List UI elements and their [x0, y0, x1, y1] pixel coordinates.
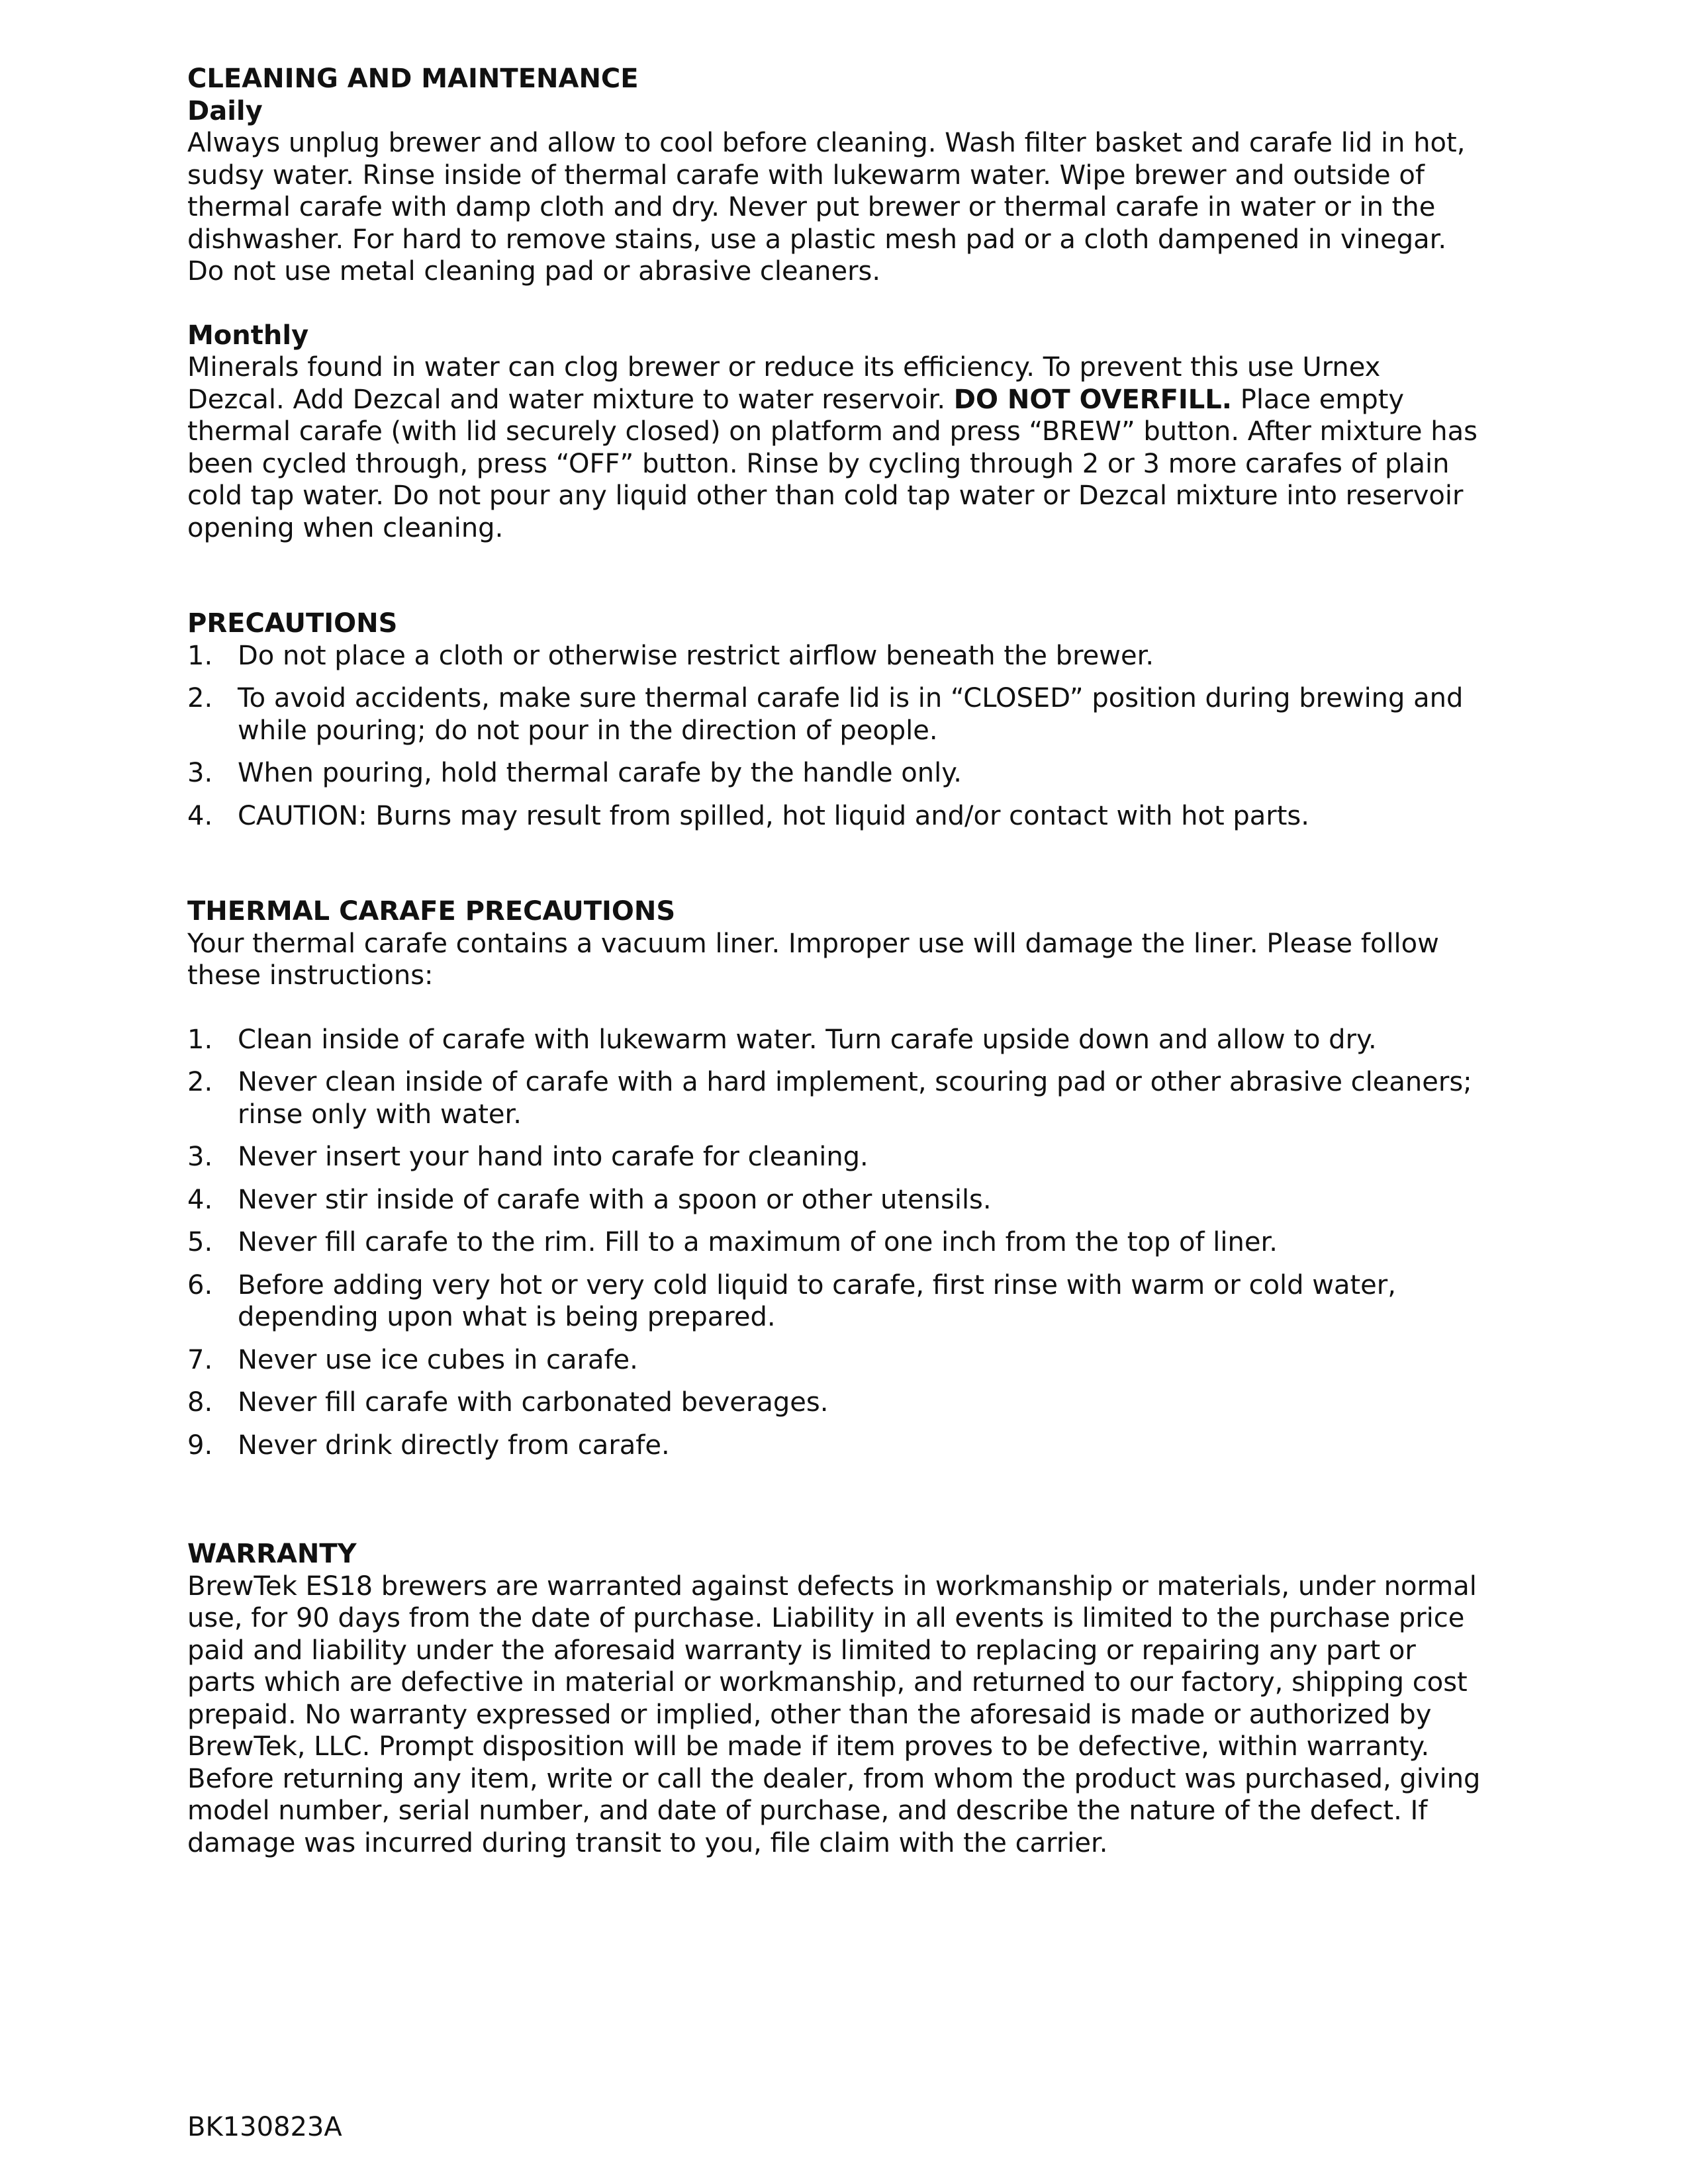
cleaning-heading: CLEANING AND MAINTENANCE — [187, 64, 639, 94]
list-item — [187, 640, 1485, 672]
list-item — [187, 1141, 1485, 1173]
precautions-list — [187, 640, 1485, 833]
thermal-heading: THERMAL CARAFE PRECAUTIONS — [187, 896, 676, 927]
list-item — [187, 800, 1485, 833]
item-number: 2. — [187, 1067, 213, 1097]
list-item — [187, 1024, 1485, 1056]
list-item — [187, 1430, 1485, 1462]
monthly-subheading: Monthly — [187, 320, 309, 351]
list-item — [187, 1226, 1485, 1259]
item-text: Never fill carafe with carbonated beverages. — [238, 1387, 829, 1418]
item-number: 3. — [187, 758, 213, 788]
item-number: 7. — [187, 1344, 213, 1375]
item-number: 2. — [187, 683, 213, 713]
list-item — [187, 757, 1485, 790]
daily-paragraph: Always unplug brewer and allow to cool before cleaning. Wash filter basket and carafe lid in hot, sudsy water. Rinse inside of thermal carafe with lukewarm water. Wipe brewer and outside of thermal carafe with damp cloth and dry. Never put brewer or thermal carafe in water or in the dishwasher. For hard to remove stains, use a plastic mesh pad or a cloth dampened in vinegar. Do not use metal cleaning pad or abrasive cleaners. — [187, 128, 1466, 287]
monthly-text-part-2: Place empty thermal carafe (with lid securely closed) on platform and press “BREW” button. After mixture has been cycled through, press “OFF” button. Rinse by cycling through 2 or 3 more carafes of plain cold tap water. Do not pour any liquid other than cold tap water or Dezcal mixture into reservoir opening when cleaning. — [187, 384, 1477, 543]
item-text: To avoid accidents, make sure thermal carafe lid is in “CLOSED” position during brewing and while pouring; do not pour in the direction of people. — [238, 683, 1464, 746]
item-text: Never stir inside of carafe with a spoon or other utensils. — [238, 1184, 992, 1215]
list-item — [187, 1184, 1485, 1216]
overfill-warning: DO NOT OVERFILL. — [953, 384, 1232, 415]
item-number: 6. — [187, 1269, 213, 1300]
item-number: 4. — [187, 800, 213, 831]
monthly-text-part-1: Minerals found in water can clog brewer or reduce its efficiency. To prevent this use Urnex Dezcal. Add Dezcal and water mixture to water reservoir. — [187, 352, 1381, 415]
list-item — [187, 1387, 1485, 1419]
precautions-heading: PRECAUTIONS — [187, 608, 398, 639]
item-text: Never clean inside of carafe with a hard implement, scouring pad or other abrasive cleaners; rinse only with water. — [238, 1067, 1472, 1130]
item-text: Never fill carafe to the rim. Fill to a maximum of one inch from the top of liner. — [238, 1227, 1278, 1257]
list-item — [187, 1066, 1485, 1130]
item-number: 1. — [187, 640, 213, 671]
document-code: BK130823A — [187, 2112, 342, 2142]
item-text: When pouring, hold thermal carafe by the handle only. — [238, 758, 962, 788]
item-number: 1. — [187, 1024, 213, 1055]
list-item — [187, 1344, 1485, 1377]
daily-subheading: Daily — [187, 95, 263, 126]
item-text: Before adding very hot or very cold liquid to carafe, first rinse with warm or cold water, depending upon what is being prepared. — [238, 1269, 1396, 1332]
warranty-heading: WARRANTY — [187, 1539, 357, 1569]
list-item — [187, 682, 1485, 747]
item-number: 9. — [187, 1430, 213, 1461]
item-text: Clean inside of carafe with lukewarm water. Turn carafe upside down and allow to dry. — [238, 1024, 1377, 1055]
item-number: 3. — [187, 1142, 213, 1172]
list-item — [187, 1269, 1485, 1334]
document-page — [187, 63, 1485, 1859]
item-number: 8. — [187, 1387, 213, 1418]
thermal-list — [187, 1024, 1485, 1462]
item-text: Never drink directly from carafe. — [238, 1430, 670, 1461]
item-text: Never insert your hand into carafe for cleaning. — [238, 1142, 868, 1172]
item-number: 4. — [187, 1184, 213, 1215]
item-number: 5. — [187, 1227, 213, 1257]
warranty-paragraph: BrewTek ES18 brewers are warranted against defects in workmanship or materials, under normal use, for 90 days from the date of purchase. Liability in all events is limited to the purchase price paid and liability under the aforesaid warranty is limited to replacing or repairing any part or parts which are defective in material or workmanship, and returned to our factory, shipping cost prepaid. No warranty expressed or implied, other than the aforesaid is made or authorized by BrewTek, LLC. Prompt disposition will be made if item proves to be defective, within warranty. Before returning any item, write or call the dealer, from whom the product was purchased, giving model number, serial number, and date of purchase, and describe the nature of the defect. If damage was incurred during transit to you, file claim with the carrier. — [187, 1570, 1481, 1858]
item-text: CAUTION: Burns may result from spilled, hot liquid and/or contact with hot parts. — [238, 800, 1309, 831]
item-text: Do not place a cloth or otherwise restrict airflow beneath the brewer. — [238, 640, 1154, 671]
monthly-paragraph — [187, 351, 1485, 544]
thermal-intro: Your thermal carafe contains a vacuum liner. Improper use will damage the liner. Please follow these instructions: — [187, 928, 1439, 991]
item-text: Never use ice cubes in carafe. — [238, 1344, 638, 1375]
